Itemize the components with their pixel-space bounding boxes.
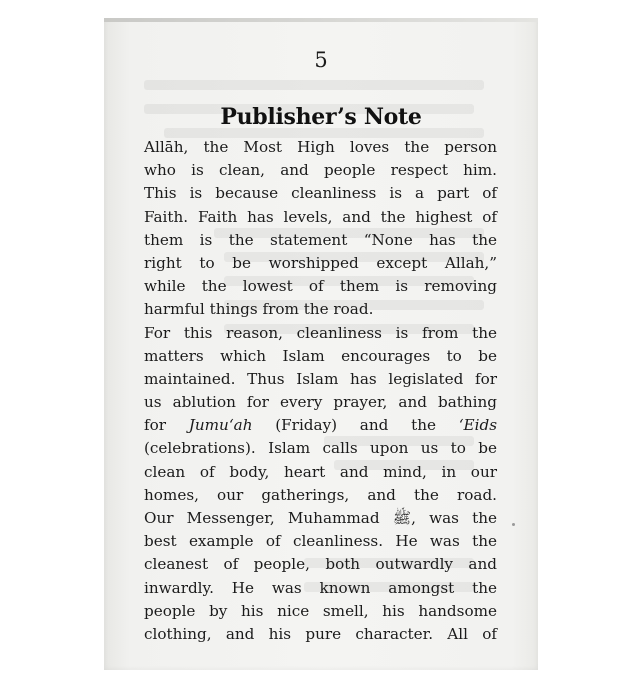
text-line: them is the statement “None has the — [144, 230, 497, 249]
text-line: inwardly. He was known amongst the — [144, 578, 497, 597]
text-line: best example of cleanliness. He was the — [144, 532, 497, 551]
page-number: 5 — [314, 48, 328, 72]
page-title: Publisher’s Note — [220, 104, 422, 130]
text-line: right to be worshipped except Allah,” — [144, 253, 497, 272]
book-page — [104, 18, 538, 670]
text-line: homes, our gatherings, and the road. — [144, 485, 497, 504]
text-line: who is clean, and people respect him. — [144, 161, 497, 180]
text-line: (celebrations). Islam calls upon us to be — [144, 439, 497, 458]
text-line: matters which Islam encourages to be — [144, 346, 497, 365]
text-line: clean of body, heart and mind, in our — [144, 462, 497, 481]
text-line: Allāh, the Most High loves the person — [144, 138, 497, 156]
text-line: For this reason, cleanliness is from the — [144, 323, 497, 342]
text-line: Faith. Faith has levels, and the highest of — [144, 207, 497, 226]
paper-speck — [512, 523, 515, 526]
text-line: maintained. Thus Islam has legislated for — [144, 369, 497, 388]
text-line: while the lowest of them is removing — [144, 277, 497, 296]
text-line: This is because cleanliness is a part of — [144, 184, 497, 203]
body-text — [144, 136, 497, 646]
text-line: cleanest of people, both outwardly and — [144, 555, 497, 574]
text-line: clothing, and his pure character. All of — [144, 624, 497, 643]
text-line: harmful things from the road. — [144, 300, 374, 319]
page-top-edge — [104, 18, 538, 22]
text-line: us ablution for every prayer, and bathing — [144, 393, 497, 412]
text-line: Our Messenger, Muhammad ﷺ, was the — [144, 509, 497, 527]
text-line: people by his nice smell, his handsome — [144, 601, 497, 620]
text-line: for Jumu‘ah (Friday) and the ‘Eids — [144, 416, 497, 435]
